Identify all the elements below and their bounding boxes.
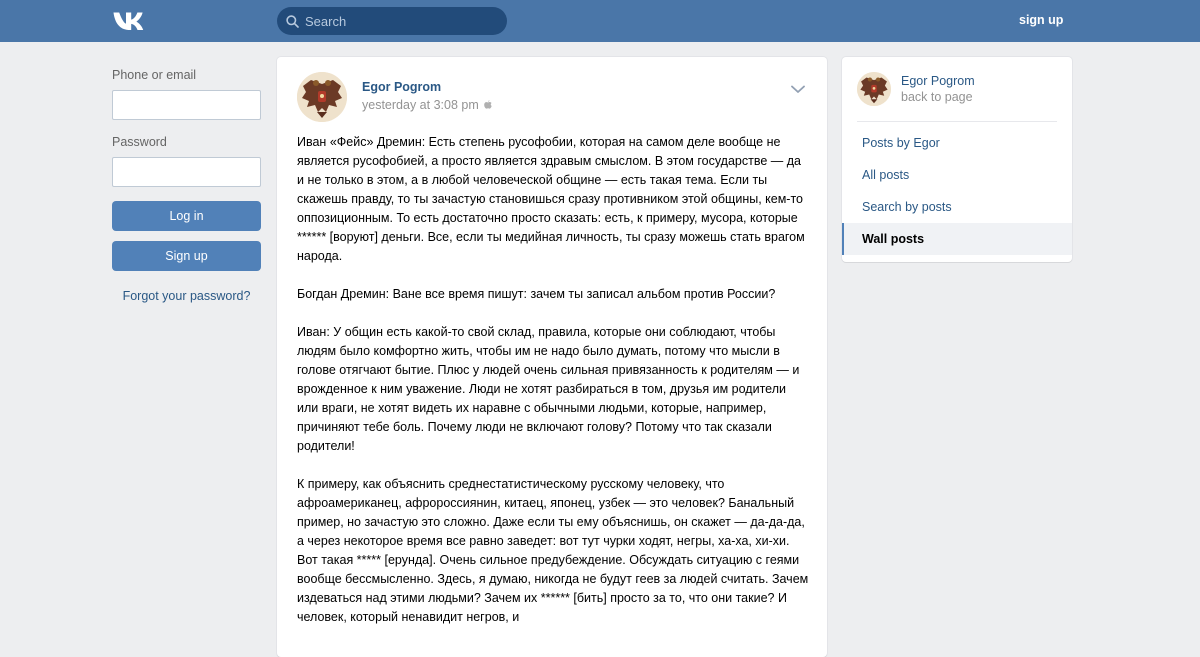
signup-button[interactable]: Sign up [112, 241, 261, 271]
sidebar-menu [842, 127, 1072, 255]
sidebar-avatar[interactable] [857, 72, 891, 106]
phone-label: Phone or email [112, 68, 197, 82]
wall-post [277, 57, 827, 657]
top-bar [0, 0, 1200, 42]
phone-email-field[interactable] [112, 90, 261, 120]
password-label: Password [112, 135, 167, 149]
search-input[interactable] [305, 14, 495, 29]
login-form [112, 68, 261, 303]
post-date[interactable] [362, 98, 492, 112]
author-avatar[interactable] [297, 72, 347, 122]
forgot-password-link[interactable]: Forgot your password? [122, 289, 251, 303]
side-menu [842, 57, 1072, 262]
post-paragraph: Иван: У общин есть какой-то свой склад, правила, которые они соблюдают, чтобы людям было комфортно жить, чтобы им не надо было думать, потому что мысли в голове отягчают бытие. Плюс у людей очень сильная привязанность к родителям — и врожденное к ним уважение. Люди не хотят разбираться в том, друзья им родители или враги, не хотят видеть их наравне с обычными людьми, которые, например, причиняют тебе боль. Почему люди не включают голову? Потому что так сказали родители! [297, 325, 800, 453]
apple-icon [484, 100, 492, 110]
vk-logo[interactable] [112, 9, 146, 33]
eagle-emblem-icon [297, 72, 347, 122]
sidebar-item-posts-by-egor[interactable]: Posts by Egor [862, 136, 940, 150]
chevron-down-icon[interactable] [791, 85, 805, 94]
search-box[interactable] [277, 7, 507, 35]
post-paragraph: Богдан Дремин: Ване все время пишут: зачем ты записал альбом против России? [297, 287, 776, 301]
eagle-emblem-icon [857, 72, 891, 106]
post-text [297, 133, 809, 646]
sidebar-item-wall-posts[interactable]: Wall posts [842, 223, 1072, 255]
post-paragraph: Иван «Фейс» Дремин: Есть степень русофобии, которая на самом деле вообще не является русофобией, а просто является здравым смыслом. В этом государстве — да и не только в этом, а в любой человеческой общине — есть такая тема. Если ты скажешь правду, то ты зачастую становишься сразу противником этой общины, кем-то оппозиционным. То есть достаточно просто сказать: есть, к примеру, мусора, которые ****** [воруют] деньги. Все, если ты медийная личность, ты сразу можешь стать врагом народа. [297, 135, 805, 263]
signup-link[interactable]: sign up [1019, 13, 1064, 27]
divider [857, 121, 1057, 122]
post-author[interactable]: Egor Pogrom [362, 80, 442, 94]
sidebar-item-search-by-posts[interactable]: Search by posts [862, 200, 952, 214]
post-date-text: yesterday at 3:08 pm [362, 98, 479, 112]
password-field[interactable] [112, 157, 261, 187]
login-button[interactable]: Log in [112, 201, 261, 231]
sidebar-author-name[interactable]: Egor Pogrom [901, 74, 975, 88]
post-paragraph: К примеру, как объяснить среднестатистическому русскому человеку, что афроамериканец, афророссиянин, китаец, японец, узбек — это человек? Банальный пример, но зачастую это сложно. Даже если ты ему объяснишь, он скажет — да-да-да, а через некоторое время все равно заведет: вот тут чурки ходят, негры, ха-ха, хи-хи. Вот такая ***** [ерунда]. Очень сильное предубеждение. Обсуждать ситуацию с геями вообще бессмысленно. Здесь, я думаю, никогда не будут геев за людей считать. Зачем издеваться над этими людьми? Зачем их ****** [бить] просто за то, что они такие? И человек, который ненавидит негров, и [297, 477, 809, 624]
search-icon [286, 15, 299, 28]
back-to-page-link[interactable]: back to page [901, 90, 973, 104]
sidebar-item-all-posts[interactable]: All posts [862, 168, 910, 182]
